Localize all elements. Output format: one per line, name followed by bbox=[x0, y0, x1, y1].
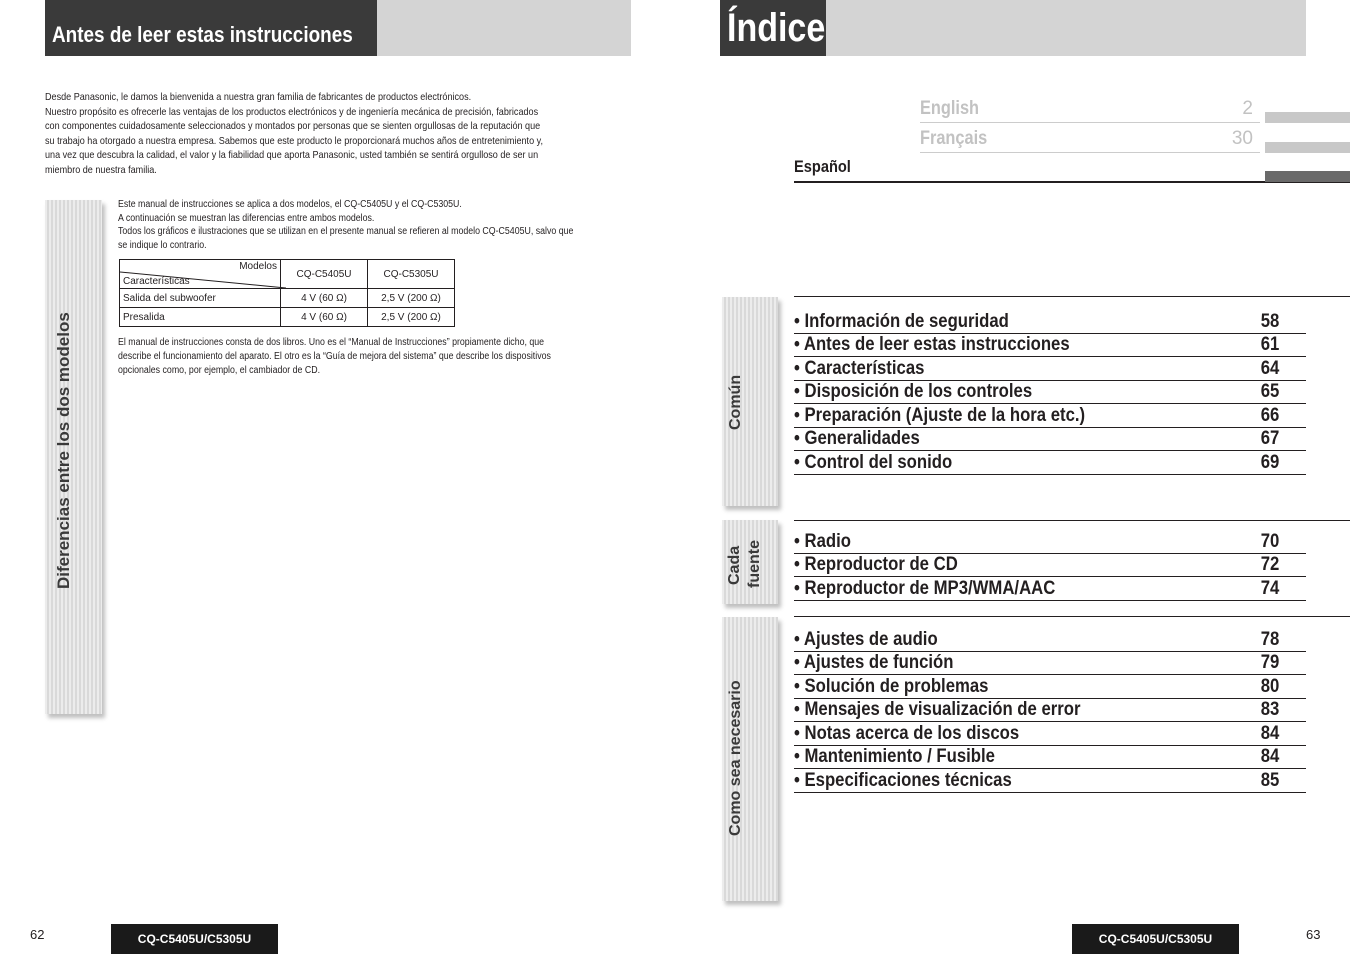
toc-title: Mensajes de visualización de error bbox=[804, 699, 1081, 720]
toc-page: 74 bbox=[1260, 578, 1280, 599]
toc-entry[interactable]: • Mensajes de visualización de error 83 bbox=[794, 698, 1306, 722]
section-divider bbox=[794, 520, 1350, 521]
toc-page: 67 bbox=[1260, 428, 1280, 449]
toc-title: Ajustes de función bbox=[803, 652, 954, 673]
toc-title: Control del sonido bbox=[804, 452, 953, 473]
section-tab-label: Común bbox=[727, 374, 744, 430]
toc-entry[interactable]: • Características 64 bbox=[794, 357, 1306, 381]
header-models: Modelos bbox=[239, 261, 277, 272]
intro-line: miembro de nuestra familia. bbox=[45, 164, 157, 176]
section-tab-label: fuente bbox=[746, 540, 763, 588]
books-line: El manual de instrucciones consta de dos libros. Uno es el “Manual de Instrucciones” propiamente dicho, que bbox=[118, 337, 545, 348]
language-link-english[interactable]: English bbox=[920, 98, 980, 119]
toc-entry[interactable]: • Preparación (Ajuste de la hora etc.) 66 bbox=[794, 404, 1306, 428]
toc-entry[interactable]: • Información de seguridad 58 bbox=[794, 310, 1306, 334]
toc-page: 69 bbox=[1260, 452, 1280, 473]
divider bbox=[920, 152, 1260, 153]
page-title: Antes de leer estas instrucciones bbox=[52, 22, 353, 47]
intro-line: una vez que descubra la calidad, el valor y la fiabilidad que aporta Panasonic, usted también se sentirá orgulloso de ser un bbox=[45, 150, 539, 161]
models-line: Todos los gráficos e ilustraciones que se utilizan en el presente manual se refieren al modelo CQ-C5405U, salvo que bbox=[118, 226, 574, 237]
books-paragraph bbox=[118, 336, 611, 378]
toc-page: 65 bbox=[1260, 381, 1280, 402]
toc-page: 58 bbox=[1260, 311, 1280, 332]
toc-title: Solución de problemas bbox=[804, 676, 989, 697]
toc-entry[interactable]: • Ajustes de audio 78 bbox=[794, 628, 1306, 652]
language-page-french: 30 bbox=[1231, 128, 1253, 149]
toc-title: Preparación (Ajuste de la hora etc.) bbox=[804, 405, 1086, 426]
side-tab-label: Diferencias entre los dos modelos bbox=[54, 312, 73, 589]
table-row bbox=[120, 308, 455, 327]
toc-title: Características bbox=[804, 358, 925, 379]
toc-title: Notas acerca de los discos bbox=[804, 723, 1020, 744]
toc-title: Especificaciones técnicas bbox=[804, 770, 1012, 791]
toc-entry[interactable]: • Notas acerca de los discos 84 bbox=[794, 722, 1306, 746]
cell: 4 V (60 Ω) bbox=[281, 289, 368, 308]
models-line: se indique lo contrario. bbox=[118, 239, 207, 251]
toc-title: Mantenimiento / Fusible bbox=[804, 746, 995, 767]
toc-page: 84 bbox=[1260, 723, 1280, 744]
toc-page: 70 bbox=[1260, 531, 1280, 552]
toc-title: Antes de leer estas instrucciones bbox=[803, 334, 1070, 355]
toc-entry[interactable]: • Solución de problemas 80 bbox=[794, 675, 1306, 699]
divider bbox=[920, 122, 1260, 123]
toc-entry[interactable]: • Reproductor de CD 72 bbox=[794, 553, 1306, 577]
intro-line: Nuestro propósito es ofrecerle las ventajas de los productos electrónicos y de ingeniería mecánica de precisión, fabricados bbox=[45, 106, 539, 118]
toc-page: 61 bbox=[1260, 334, 1280, 355]
toc-entry[interactable]: • Disposición de los controles 65 bbox=[794, 380, 1306, 404]
table-row bbox=[120, 289, 455, 308]
language-tab bbox=[1265, 112, 1350, 123]
toc-page: 64 bbox=[1260, 358, 1280, 379]
intro-line: su trabajo ha otorgado a nuestra empresa. Sabemos que este producto le proporcionará muchos años de entretenimiento y, bbox=[45, 135, 544, 147]
toc-entry[interactable]: • Generalidades 67 bbox=[794, 427, 1306, 451]
toc-entry[interactable]: • Mantenimiento / Fusible 84 bbox=[794, 745, 1306, 769]
toc-page: 66 bbox=[1260, 405, 1280, 426]
toc-title: Disposición de los controles bbox=[804, 381, 1033, 402]
page-number: 62 bbox=[30, 927, 45, 942]
cell: 4 V (60 Ω) bbox=[281, 308, 368, 327]
toc-entry[interactable]: • Control del sonido 69 bbox=[794, 451, 1306, 475]
toc-entry[interactable]: • Reproductor de MP3/WMA/AAC 74 bbox=[794, 577, 1306, 601]
toc-entry[interactable]: • Antes de leer estas instrucciones 61 bbox=[794, 333, 1306, 357]
toc-page: 84 bbox=[1260, 746, 1280, 767]
models-table bbox=[119, 259, 455, 327]
model-label: CQ-C5405U/C5305U bbox=[1072, 924, 1239, 954]
models-paragraph bbox=[118, 198, 628, 252]
toc-title: Radio bbox=[804, 531, 851, 552]
books-line: describe el funcionamiento del aparato. El otro es la “Guía de mejora del sistema” que describe los dispositivos bbox=[118, 351, 551, 362]
model-label: CQ-C5405U/C5305U bbox=[111, 924, 278, 954]
toc-page: 72 bbox=[1260, 554, 1280, 575]
intro-line: con componentes cuidadosamente seleccionados y montados por personas que se sienten orgullosas de la reputación que bbox=[45, 121, 541, 132]
toc-entry[interactable]: • Especificaciones técnicas 85 bbox=[794, 769, 1306, 793]
section-tab-label: Cada bbox=[726, 545, 743, 585]
intro-paragraph bbox=[45, 91, 608, 178]
header-features: Características bbox=[123, 276, 190, 287]
language-link-french[interactable]: Français bbox=[920, 128, 988, 149]
table-corner-cell bbox=[120, 260, 281, 289]
toc-title: Reproductor de CD bbox=[804, 554, 958, 575]
section-divider bbox=[794, 296, 1350, 297]
language-tab bbox=[1265, 142, 1350, 153]
models-line: A continuación se muestran las diferencias entre ambos modelos. bbox=[118, 212, 375, 224]
table-header-row bbox=[120, 260, 455, 289]
cell: 2,5 V (200 Ω) bbox=[368, 289, 455, 308]
models-line: Este manual de instrucciones se aplica a dos modelos, el CQ-C5405U y el CQ-C5305U. bbox=[118, 199, 462, 210]
toc-title: Información de seguridad bbox=[804, 311, 1009, 332]
toc-page: 80 bbox=[1260, 676, 1280, 697]
intro-line: Desde Panasonic, le damos la bienvenida a nuestra gran familia de fabricantes de productos electrónicos. bbox=[45, 92, 472, 103]
books-line: opcionales como, por ejemplo, el cambiador de CD. bbox=[118, 365, 321, 376]
toc-title: Generalidades bbox=[804, 428, 920, 449]
toc-entry[interactable]: • Radio 70 bbox=[794, 530, 1306, 554]
column-header: CQ-C5405U bbox=[281, 260, 368, 289]
language-tab-active bbox=[1265, 171, 1350, 182]
page-title: Índice bbox=[727, 6, 826, 50]
toc-title: Ajustes de audio bbox=[803, 629, 938, 650]
section-tab-label: Como sea necesario bbox=[727, 680, 744, 836]
column-header: CQ-C5305U bbox=[368, 260, 455, 289]
page-number: 63 bbox=[1306, 927, 1321, 942]
toc-page: 85 bbox=[1260, 770, 1280, 791]
toc-title: Reproductor de MP3/WMA/AAC bbox=[804, 578, 1056, 599]
toc-page: 78 bbox=[1260, 629, 1280, 650]
toc-page: 83 bbox=[1260, 699, 1280, 720]
toc-page: 79 bbox=[1260, 652, 1280, 673]
section-divider bbox=[794, 616, 1350, 617]
row-label: Presalida bbox=[120, 308, 281, 327]
language-page-english: 2 bbox=[1242, 98, 1253, 119]
cell: 2,5 V (200 Ω) bbox=[368, 308, 455, 327]
toc-entry[interactable]: • Ajustes de función 79 bbox=[794, 651, 1306, 675]
row-label: Salida del subwoofer bbox=[120, 289, 281, 308]
current-language: Español bbox=[794, 157, 851, 176]
